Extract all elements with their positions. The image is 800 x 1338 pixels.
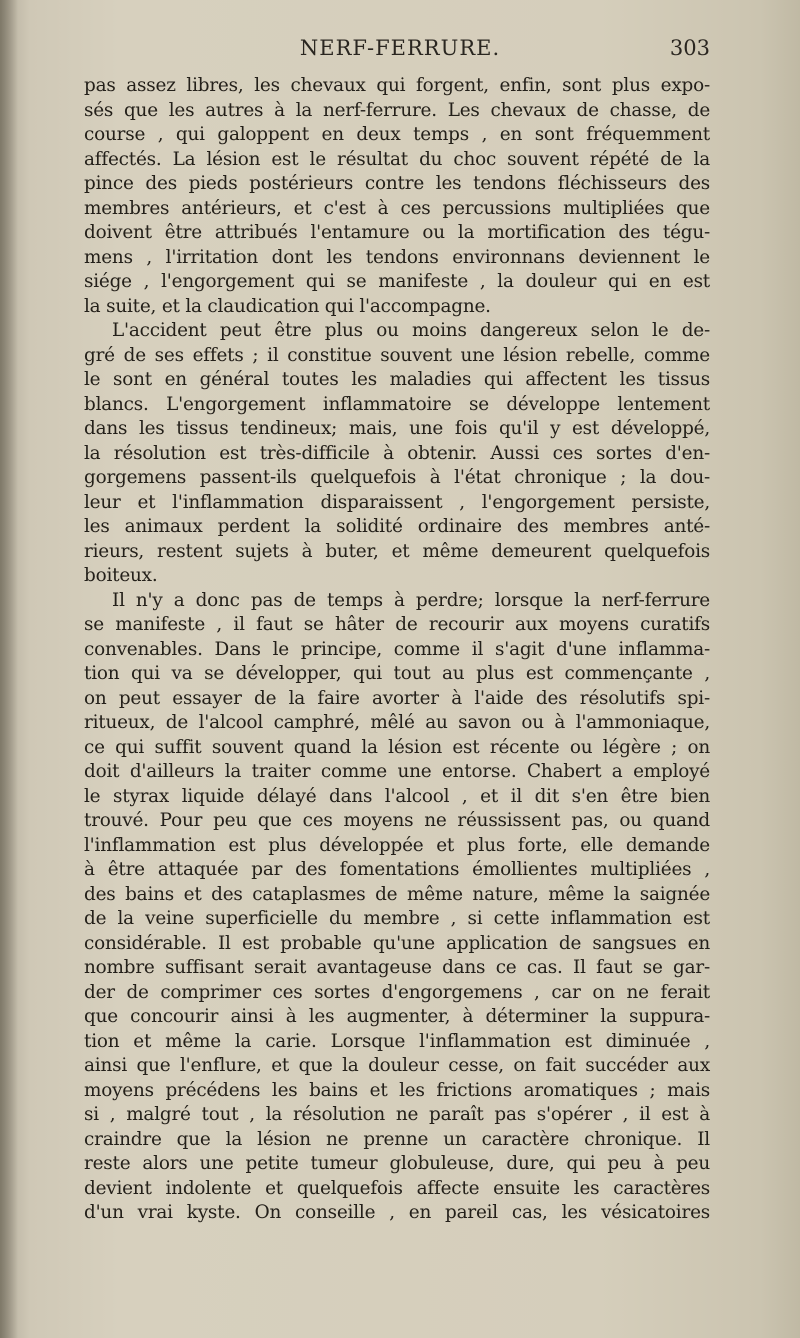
text-line: se manifeste , il faut se hâter de recourir aux moyens curatifs [84,614,710,635]
text-line: siége , l'engorgement qui se manifeste , la douleur qui en est [84,271,710,292]
paragraph-start-line: Il n'y a donc pas de temps à perdre; lorsque la nerf-ferrure [112,589,710,611]
text-line: blancs. L'engorgement inflammatoire se développe lentement [84,393,710,415]
paragraph-end-line: la suite, et la claudication qui l'accompagne. [84,295,491,317]
text-line: ainsi que l'enflure, et que la douleur cesse, on fait succéder aux [84,1055,710,1076]
text-line: leur et l'inflammation disparaissent , l'engorgement persiste, [84,491,710,513]
text-line: convenables. Dans le principe, comme il s'agit d'une inflamma- [84,638,710,660]
text-line: devient indolente et quelquefois affecte ensuite les caractères [84,1177,710,1199]
text-line: le sont en général toutes les maladies qui affectent les tissus [84,369,710,390]
text-line: considérable. Il est probable qu'une application de sangsues en [84,932,710,954]
text-line: dans les tissus tendineux; mais, une fois qu'il y est développé, [84,418,710,439]
text-line: affectés. La lésion est le résultat du choc souvent répété de la [84,148,710,170]
text-line: que concourir ainsi à les augmenter, à déterminer la suppura- [84,1006,710,1027]
text-line: gorgemens passent-ils quelquefois à l'état chronique ; la dou- [84,467,710,488]
running-head: NERF-FERRURE. [299,36,501,60]
text-line: tion et même la carie. Lorsque l'inflammation est diminuée , [84,1030,710,1052]
text-line: sés que les autres à la nerf-ferrure. Les chevaux de chasse, de [84,99,710,121]
text-line: craindre que la lésion ne prenne un caractère chronique. Il [84,1128,710,1150]
text-line: mens , l'irritation dont les tendons environnans deviennent le [84,246,710,268]
text-line: pince des pieds postérieurs contre les tendons fléchisseurs des [84,173,710,194]
text-line: on peut essayer de la faire avorter à l'aide des résolutifs spi- [84,687,710,709]
text-line: de la veine superficielle du membre , si cette inflammation est [84,908,710,929]
text-line: si , malgré tout , la résolution ne paraît pas s'opérer , il est à [84,1104,710,1125]
text-line: rieurs, restent sujets à buter, et même demeurent quelquefois [84,540,710,562]
text-line: à être attaquée par des fomentations émollientes multipliées , [84,859,710,880]
paragraph-start-line: L'accident peut être plus ou moins dangereux selon le de- [112,320,710,341]
text-line: tion qui va se développer, qui tout au plus est commençante , [84,663,710,684]
page-header [80,36,720,68]
text-line: course , qui galoppent en deux temps , en sont fréquemment [84,124,710,145]
text-line: ritueux, de l'alcool camphré, mêlé au savon ou à l'ammoniaque, [84,712,710,733]
text-line: ce qui suffit souvent quand la lésion est récente ou légère ; on [84,736,710,758]
text-line: des bains et des cataplasmes de même nature, même la saignée [84,883,710,905]
text-line: d'un vrai kyste. On conseille , en pareil cas, les vésicatoires [84,1202,710,1223]
text-line: pas assez libres, les chevaux qui forgent, enfin, sont plus expo- [84,75,710,96]
text-line: la résolution est très-difficile à obtenir. Aussi ces sortes d'en- [84,442,710,464]
text-line: der de comprimer ces sortes d'engorgemens , car on ne ferait [84,981,710,1003]
text-line: le styrax liquide délayé dans l'alcool , et il dit s'en être bien [84,785,710,807]
text-line: trouvé. Pour peu que ces moyens ne réussissent pas, ou quand [84,810,710,831]
page-number: 303 [669,36,710,60]
text-line: moyens précédens les bains et les frictions aromatiques ; mais [84,1079,710,1101]
text-line: l'inflammation est plus développée et plus forte, elle demande [84,834,710,856]
text-line: membres antérieurs, et c'est à ces percussions multipliées que [84,197,710,219]
text-line: gré de ses effets ; il constitue souvent une lésion rebelle, comme [84,344,710,366]
paragraph-end-line: boiteux. [84,565,158,586]
text-line: nombre suffisant serait avantageuse dans ce cas. Il faut se gar- [84,957,710,978]
text-line: doit d'ailleurs la traiter comme une entorse. Chabert a employé [84,761,710,782]
text-line: reste alors une petite tumeur globuleuse, dure, qui peu à peu [84,1153,710,1174]
text-line: les animaux perdent la solidité ordinaire des membres anté- [84,516,710,537]
text-line: doivent être attribués l'entamure ou la mortification des tégu- [84,222,710,243]
body-text [84,74,710,1226]
